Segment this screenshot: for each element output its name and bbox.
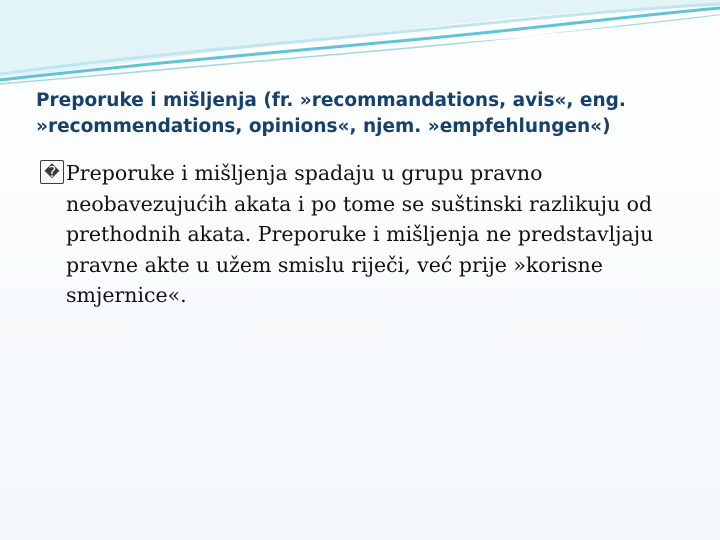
slide-title: Preporuke i mišljenja (fr. »recommandations, avis«, eng. »recommendations, opinions«, njem. »empfehlungen«) xyxy=(36,90,626,137)
bullet-icon: � xyxy=(40,160,64,184)
bullet-text: Preporuke i mišljenja spadaju u grupu pravno neobavezujućih akata i po tome se suštinski razlikuju od prethodnih akata. Preporuke i mišljenja ne predstavljaju pravne akte u užem smislu riječi, već prije »korisne smjernice«. xyxy=(66,161,654,307)
header-wave-decoration xyxy=(0,0,720,90)
bullet-item xyxy=(40,158,690,311)
